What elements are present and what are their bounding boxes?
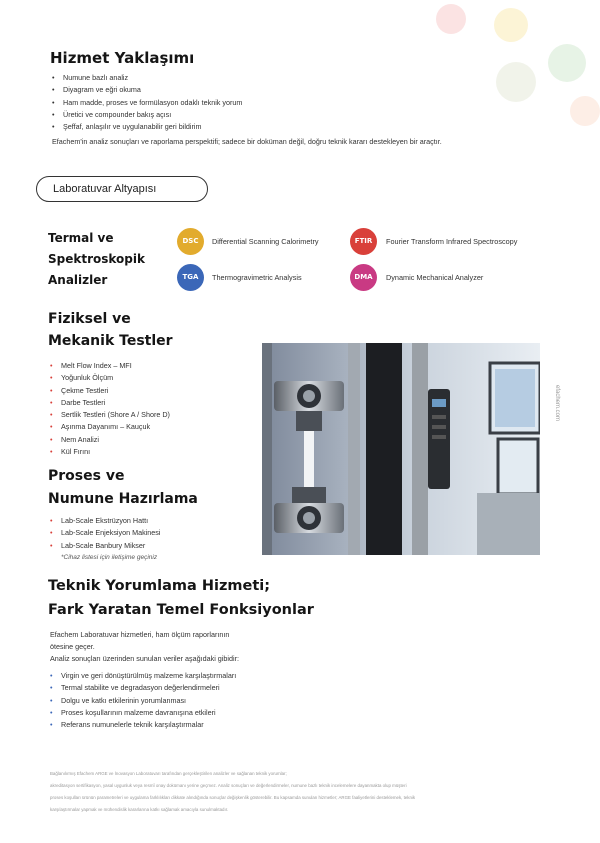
ftir-badge: FTIR (350, 228, 377, 255)
dsc-badge: DSC (177, 228, 204, 255)
list-item: • Aşınma Dayanımı – Kauçuk (50, 421, 255, 433)
technical-intro-line3: Analiz sonuçları üzerinden sunulan veriler aşağıdaki gibidir: (50, 654, 239, 663)
decor-circle (570, 96, 600, 126)
list-item: • Şeffaf, anlaşılır ve uygulanabilir geri bildirim (52, 121, 452, 133)
list-item: • Termal stabilite ve degradasyon değerlendirmeleri (50, 682, 450, 694)
device-list-note: *Cihaz listesi için iletişime geçiniz (61, 554, 158, 561)
list-item: • Lab-Scale Enjeksiyon Makinesi (50, 527, 255, 539)
physical-tests-list (50, 360, 255, 458)
physical-title-line1: Fiziksel ve (48, 311, 131, 327)
process-list (50, 515, 255, 552)
list-item: • Numune bazlı analiz (52, 72, 452, 84)
thermal-title-line3: Analizler (48, 273, 108, 287)
list-item: • Referans numunelerle teknik karşılaştırmalar (50, 719, 450, 731)
technical-title-line2: Fark Yaratan Temel Fonksiyonlar (48, 602, 314, 618)
ftir-label: Fourier Transform Infrared Spectroscopy (386, 237, 518, 246)
decor-circle (548, 44, 586, 82)
dma-badge: DMA (350, 264, 377, 291)
dma-label: Dynamic Mechanical Analyzer (386, 273, 484, 282)
list-item: • Ham madde, proses ve formülasyon odaklı teknik yorum (52, 97, 452, 109)
thermal-title-line2: Spektroskopik (48, 252, 145, 266)
disclaimer-line3: proses koşulları ürünün parametreleri ve uygulama farklılıkları dikkate alındığında sonuçlar değişkenlik gösterebilir. Bu kapsamda sunulan hizmetler; ARGE faaliyetlerini desteklemek, teknik (50, 795, 416, 800)
list-item: • Çekme Testleri (50, 385, 255, 397)
list-item: • Nem Analizi (50, 434, 255, 446)
list-item: • Melt Flow Index – MFI (50, 360, 255, 372)
decor-circle (494, 8, 528, 42)
physical-title-line2: Mekanik Testler (48, 333, 173, 349)
process-title-line2: Numune Hazırlama (48, 491, 198, 507)
disclaimer-line2: akreditasyon sertifikasyon, yasal uygunluk veya resmî onay dokümanı yerine geçmez. Analiz sonuçları ve değerlendirmeler, numune bazlı teknik incelemelere dayanmakta olup müşteri (50, 783, 407, 788)
list-item: • Virgin ve geri dönüştürülmüş malzeme karşılaştırmaları (50, 670, 450, 682)
disclaimer-line4: karşılaştırmalar yapmak ve mühendislik kararlarına katkı sağlamak amacıyla sunulmaktadır. (50, 807, 229, 812)
lab-testing-machine-photo (262, 343, 540, 555)
list-item: • Darbe Testleri (50, 397, 255, 409)
technical-functions-list (50, 670, 450, 731)
process-title-line1: Proses ve (48, 468, 125, 484)
list-item: • Proses koşullarının malzeme davranışına etkileri (50, 707, 450, 719)
service-approach-list (52, 72, 452, 133)
list-item: • Sertlik Testleri (Shore A / Shore D) (50, 409, 255, 421)
decor-circle (496, 62, 536, 102)
tga-label: Thermogravimetric Analysis (212, 273, 302, 282)
list-item: • Kül Fırını (50, 446, 255, 458)
disclaimer-line1: Bağlanılırmış Efachem ARGE ve İnovasyon Laboratuvarı tarafından gerçekleştirilen analizler ve sağlanan teknik yorumlar; (50, 771, 287, 776)
list-item: • Yoğunluk Ölçüm (50, 372, 255, 384)
dsc-label: Differential Scanning Calorimetry (212, 237, 319, 246)
technical-title-line1: Teknik Yorumlama Hizmeti; (48, 578, 271, 594)
decor-circle (436, 4, 466, 34)
list-item: • Lab-Scale Ekstrüzyon Hattı (50, 515, 255, 527)
service-approach-note: Efachem'in analiz sonuçları ve raporlama perspektifi; sadece bir doküman değil, doğru teknik kararı destekleyen bir araçtır. (52, 137, 442, 146)
website-url: efachem.com (554, 385, 560, 422)
technical-intro-line2: ötesine geçer. (50, 642, 95, 651)
list-item: • Diyagram ve eğri okuma (52, 84, 452, 96)
lab-infrastructure-pill: Laboratuvar Altyapısı (36, 176, 208, 202)
list-item: • Üretici ve compounder bakış açısı (52, 109, 452, 121)
list-item: • Lab-Scale Banbury Mikser (50, 540, 255, 552)
list-item: • Dolgu ve katkı etkilerinin yorumlanması (50, 695, 450, 707)
service-approach-title: Hizmet Yaklaşımı (50, 49, 195, 67)
tga-badge: TGA (177, 264, 204, 291)
technical-intro-line1: Efachem Laboratuvar hizmetleri, ham ölçüm raporlarının (50, 630, 230, 639)
thermal-title-line1: Termal ve (48, 231, 114, 245)
